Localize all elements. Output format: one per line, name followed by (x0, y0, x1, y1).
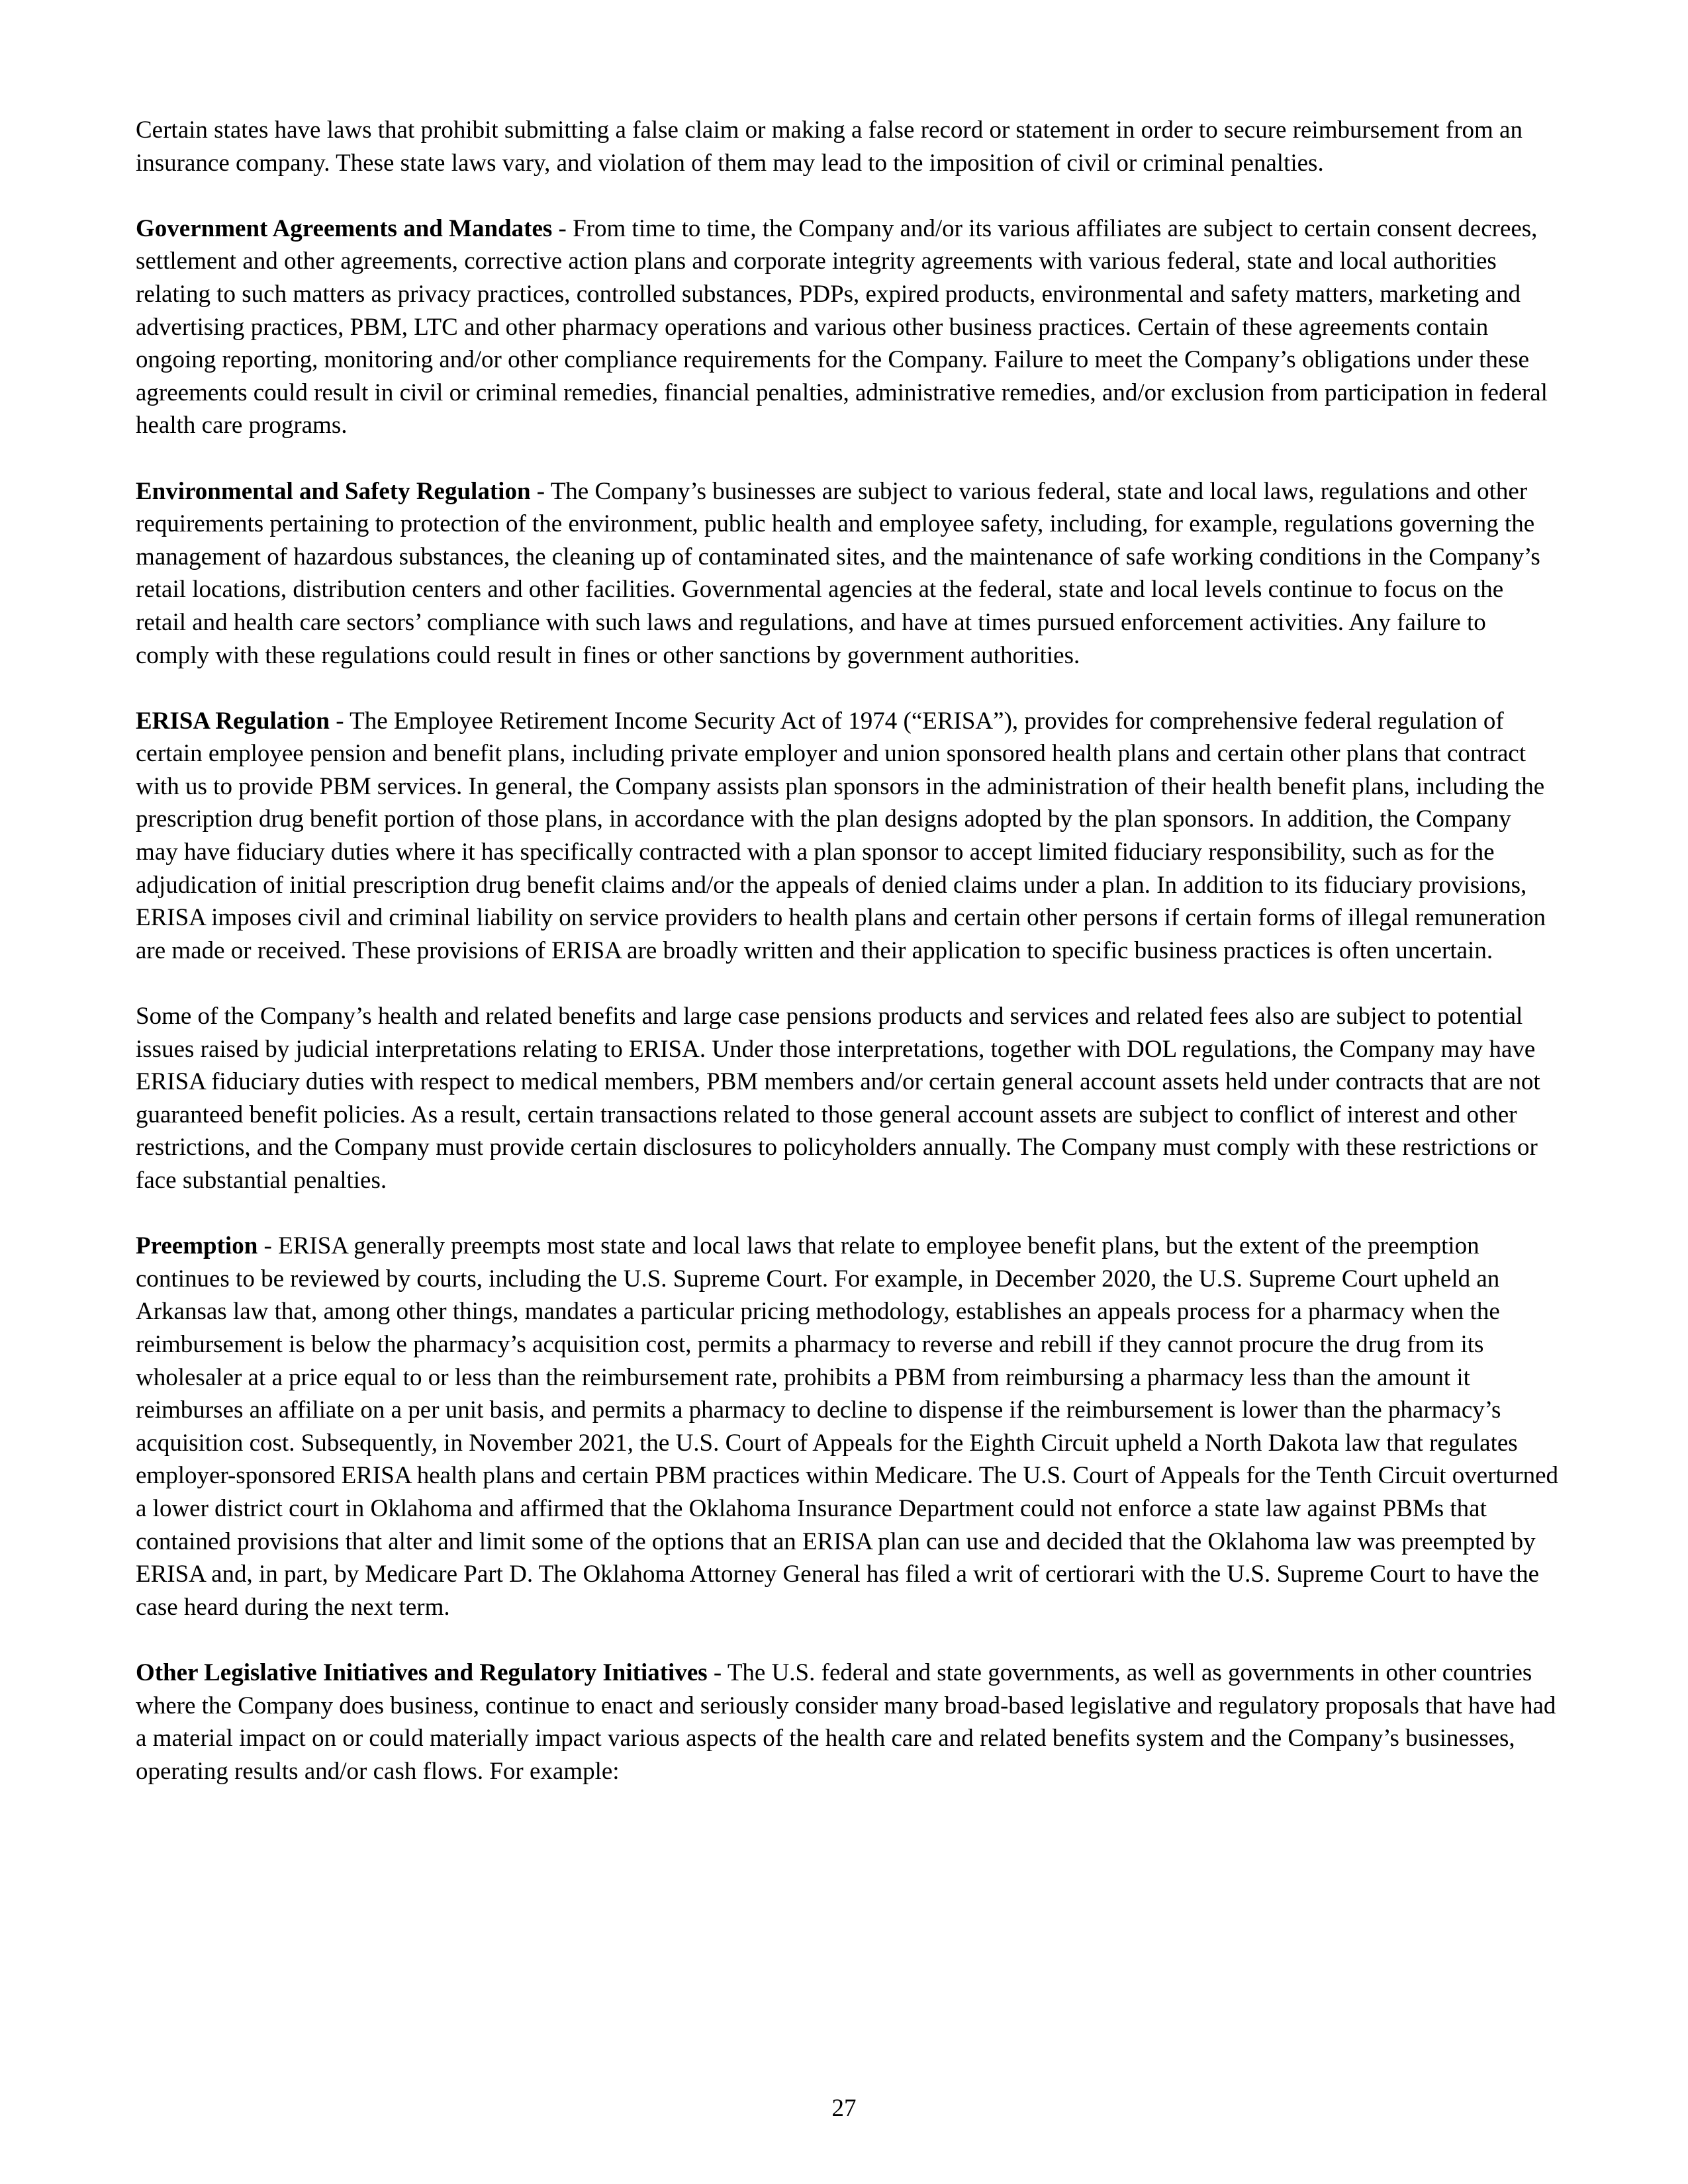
paragraph-erisa-interpretations (136, 1000, 1559, 1197)
paragraph-government-agreements (136, 212, 1559, 442)
paragraph-environmental-safety (136, 475, 1559, 672)
paragraph-text: The Employee Retirement Income Security Act of 1974 (“ERISA”), provides for comprehensive federal regulation of certain employee pension and benefit plans, including private employer and union sponsored health plans and certain other plans that contract with us to provide PBM services. In general, the Company assists plan sponsors in the administration of their health benefit plans, including the prescription drug benefit portion of those plans, in accordance with the plan designs adopted by the plan sponsors. In addition, the Company may have fiduciary duties where it has specifically contracted with a plan sponsor to accept limited fiduciary responsibility, such as for the adjudication of initial prescription drug benefit claims and/or the appeals of denied claims under a plan. In addition to its fiduciary provisions, ERISA imposes civil and criminal liability on service providers to health plans and certain other persons if certain forms of illegal remuneration are made or received. These provisions of ERISA are broadly written and their application to specific business practices is often uncertain. (136, 707, 1546, 964)
paragraph-text: From time to time, the Company and/or its various affiliates are subject to certain consent decrees, settlement and other agreements, corrective action plans and corporate integrity agreements with various federal, state and local authorities relating to such matters as privacy practices, controlled substances, PDPs, expired products, environmental and safety matters, marketing and advertising practices, PBM, LTC and other pharmacy operations and various other business practices. Certain of these agreements contain ongoing reporting, monitoring and/or other compliance requirements for the Company. Failure to meet the Company’s obligations under these agreements could result in civil or criminal remedies, financial penalties, administrative remedies, and/or exclusion from participation in federal health care programs. (136, 214, 1548, 439)
heading-separator: - (552, 214, 573, 242)
paragraph-text: The Company’s businesses are subject to various federal, state and local laws, regulations and other requirements pertaining to protection of the environment, public health and employee safety, including, for example, regulations governing the management of hazardous substances, the cleaning up of contaminated sites, and the maintenance of safe working conditions in the Company’s retail locations, distribution centers and other facilities. Governmental agencies at the federal, state and local levels continue to focus on the retail and health care sectors’ compliance with such laws and regulations, and have at times pursued enforcement activities. Any failure to comply with these regulations could result in fines or other sanctions by government authorities. (136, 477, 1540, 669)
paragraph-heading: Other Legislative Initiatives and Regulatory Initiatives (136, 1659, 708, 1686)
paragraph-text: Certain states have laws that prohibit submitting a false claim or making a false record or statement in order to secure reimbursement from an insurance company. These state laws vary, and violation of them may lead to the imposition of civil or criminal penalties. (136, 116, 1523, 177)
paragraph-preemption (136, 1230, 1559, 1623)
heading-separator: - (258, 1232, 279, 1260)
paragraph-false-claims-laws (136, 114, 1559, 179)
paragraph-other-initiatives (136, 1657, 1559, 1788)
paragraph-text: Some of the Company’s health and related benefits and large case pensions products and services and related fees also are subject to potential issues raised by judicial interpretations relating to ERISA. Under those interpretations, together with DOL regulations, the Company may have ERISA fiduciary duties with respect to medical members, PBM members and/or certain general account assets held under contracts that are not guaranteed benefit policies. As a result, certain transactions related to those general account assets are subject to conflict of interest and other restrictions, and the Company must provide certain disclosures to policyholders annually. The Company must comply with these restrictions or face substantial penalties. (136, 1003, 1540, 1194)
paragraph-heading: Environmental and Safety Regulation (136, 477, 531, 505)
page-number: 27 (831, 2095, 857, 2122)
heading-separator: - (530, 477, 551, 505)
paragraph-text: ERISA generally preempts most state and local laws that relate to employee benefit plans, but the extent of the preemption continues to be reviewed by courts, including the U.S. Supreme Court. For example, in December 2020, the U.S. Supreme Court upheld an Arkansas law that, among other things, mandates a particular pricing methodology, establishes an appeals process for a pharmacy when the reimbursement is below the pharmacy’s acquisition cost, permits a pharmacy to reverse and rebill if they cannot procure the drug from its wholesaler at a price equal to or less than the reimbursement rate, prohibits a PBM from reimbursing a pharmacy less than the amount it reimburses an affiliate on a per unit basis, and permits a pharmacy to decline to dispense if the reimbursement is lower than the pharmacy’s acquisition cost. Subsequently, in November 2021, the U.S. Court of Appeals for the Eighth Circuit upheld a North Dakota law that regulates employer-sponsored ERISA health plans and certain PBM practices within Medicare. The U.S. Court of Appeals for the Tenth Circuit overturned a lower district court in Oklahoma and affirmed that the Oklahoma Insurance Department could not enforce a state law against PBMs that contained provisions that alter and limit some of the options that an ERISA plan can use and decided that the Oklahoma law was preempted by ERISA and, in part, by Medicare Part D. The Oklahoma Attorney General has filed a writ of certiorari with the U.S. Supreme Court to have the case heard during the next term. (136, 1232, 1559, 1621)
paragraph-text: The U.S. federal and state governments, as well as governments in other countries where the Company does business, continue to enact and seriously consider many broad-based legislative and regulatory proposals that have had a material impact on or could materially impact various aspects of the health care and related benefits system and the Company’s businesses, operating results and/or cash flows. For example: (136, 1659, 1556, 1785)
document-page (136, 114, 1559, 1821)
paragraph-heading: Government Agreements and Mandates (136, 214, 553, 242)
paragraph-erisa-regulation (136, 705, 1559, 968)
heading-separator: - (329, 707, 350, 735)
heading-separator: - (707, 1659, 727, 1686)
paragraph-heading: ERISA Regulation (136, 707, 330, 735)
paragraph-heading: Preemption (136, 1232, 258, 1260)
